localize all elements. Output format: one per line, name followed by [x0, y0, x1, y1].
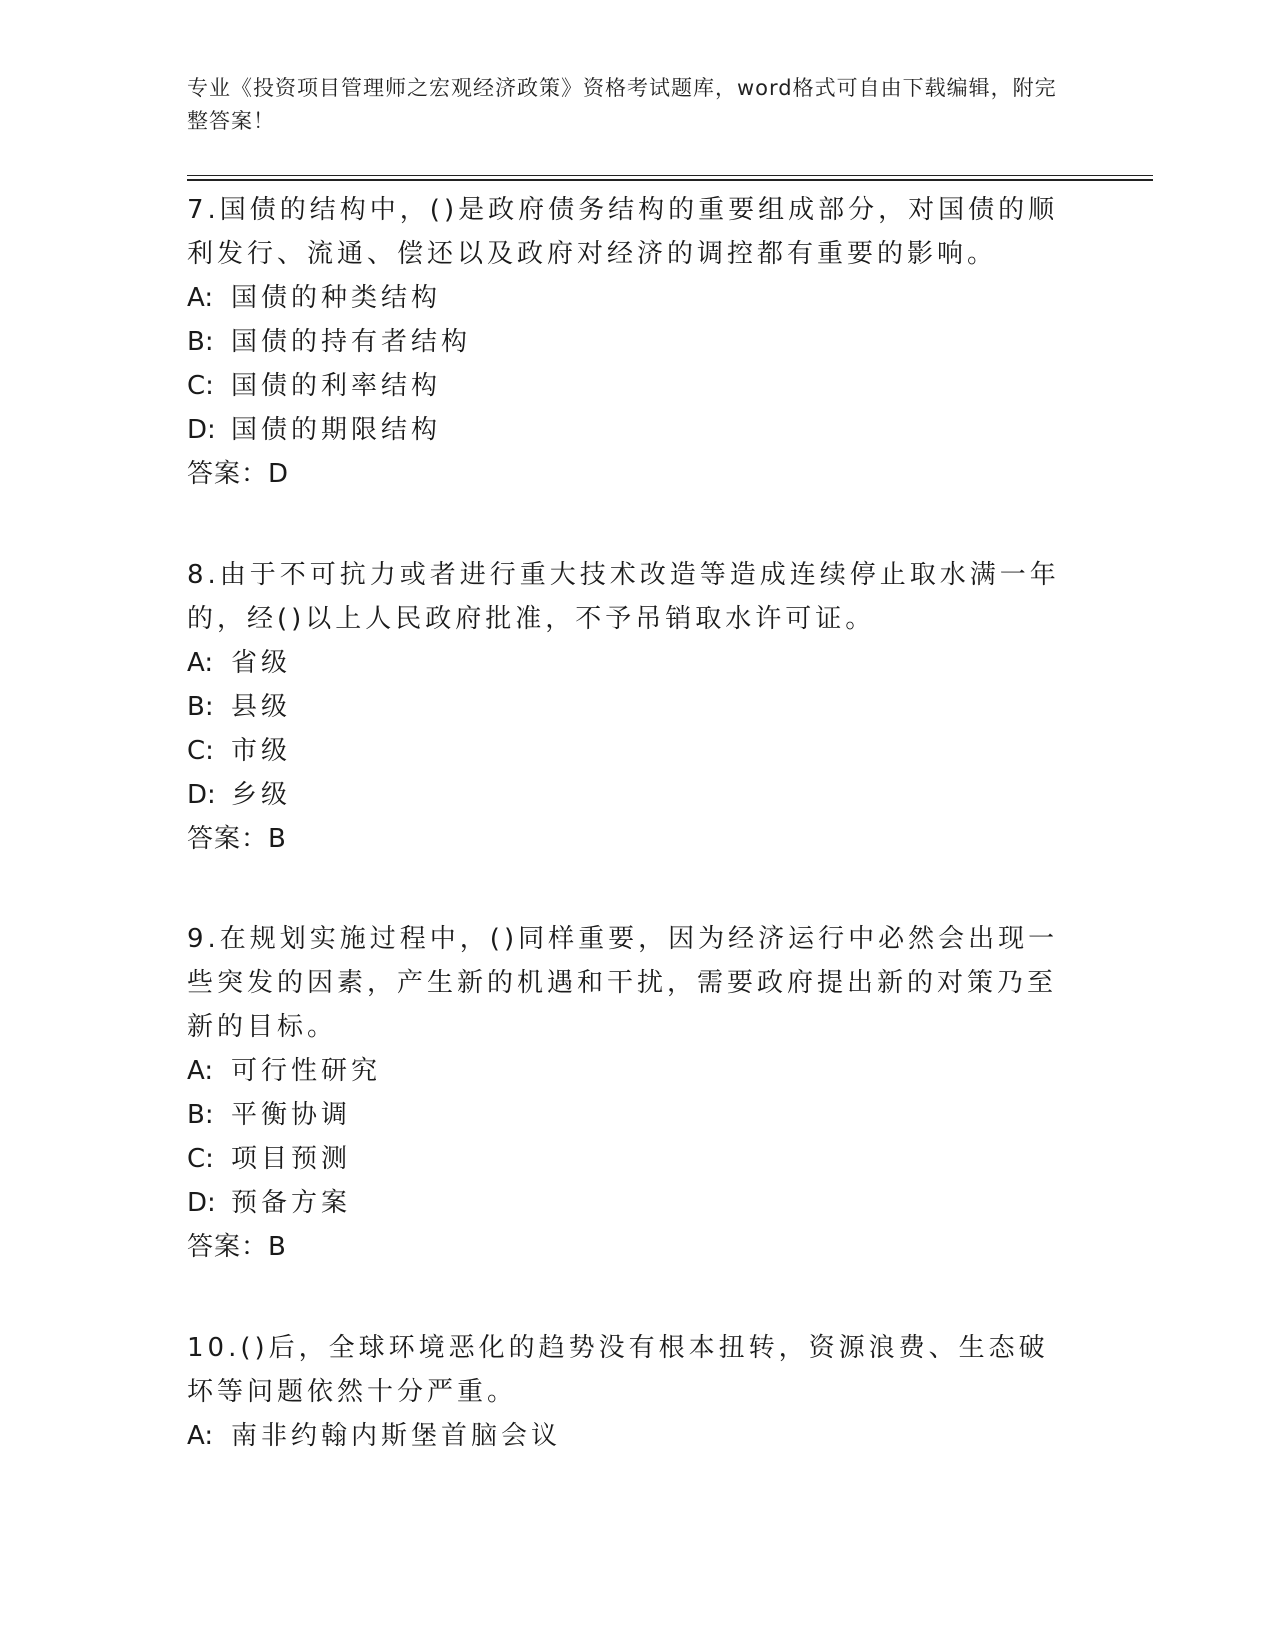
option-b [187, 320, 1067, 364]
option-text: 省级 [231, 648, 292, 678]
header-divider-thick [187, 179, 1153, 181]
option-c [187, 729, 1067, 773]
option-b [187, 685, 1067, 729]
option-key: B: [187, 327, 214, 357]
question-text: 7.国债的结构中，()是政府债务结构的重要组成部分，对国债的顺利发行、流通、偿还以及政府对经济的调控都有重要的影响。 [187, 195, 1059, 269]
option-key: C: [187, 371, 214, 401]
option-a [187, 1049, 1067, 1093]
option-text: 项目预测 [231, 1144, 352, 1174]
option-b [187, 1093, 1067, 1137]
option-key: D: [187, 415, 216, 445]
option-key: A: [187, 648, 214, 678]
option-text: 国债的种类结构 [231, 283, 442, 313]
option-c [187, 1137, 1067, 1181]
option-key: D: [187, 1188, 216, 1218]
option-key: B: [187, 1100, 214, 1130]
question-7 [187, 188, 1067, 496]
option-d [187, 1181, 1067, 1225]
option-a [187, 641, 1067, 685]
answer-line: 答案：B [187, 824, 287, 854]
header-divider-thin [187, 175, 1153, 176]
question-10 [187, 1326, 1067, 1458]
option-key: A: [187, 283, 214, 313]
option-text: 南非约翰内斯堡首脑会议 [231, 1421, 562, 1451]
answer-line: 答案：B [187, 1232, 287, 1262]
option-text: 国债的利率结构 [231, 371, 442, 401]
option-d [187, 773, 1067, 817]
option-text: 国债的期限结构 [231, 415, 442, 445]
option-a [187, 276, 1067, 320]
option-key: D: [187, 780, 216, 810]
option-a [187, 1414, 1067, 1458]
option-text: 市级 [231, 736, 292, 766]
option-d [187, 408, 1067, 452]
answer-line: 答案：D [187, 459, 290, 489]
option-key: A: [187, 1421, 214, 1451]
option-text: 乡级 [231, 780, 292, 810]
option-text: 可行性研究 [231, 1056, 382, 1086]
option-text: 县级 [231, 692, 292, 722]
question-text: 10.()后，全球环境恶化的趋势没有根本扭转，资源浪费、生态破坏等问题依然十分严重。 [187, 1333, 1049, 1407]
question-text: 8.由于不可抗力或者进行重大技术改造等造成连续停止取水满一年的，经()以上人民政府批准，不予吊销取水许可证。 [187, 560, 1060, 634]
option-key: B: [187, 692, 214, 722]
question-9 [187, 917, 1067, 1269]
option-text: 预备方案 [231, 1188, 352, 1218]
option-key: A: [187, 1056, 214, 1086]
question-text: 9.在规划实施过程中，()同样重要，因为经济运行中必然会出现一些突发的因素，产生新的机遇和干扰，需要政府提出新的对策乃至新的目标。 [187, 924, 1059, 1042]
document-header: 专业《投资项目管理师之宏观经济政策》资格考试题库，word格式可自由下载编辑，附完整答案！ [187, 76, 1057, 133]
question-8 [187, 553, 1067, 861]
option-key: C: [187, 1144, 214, 1174]
option-c [187, 364, 1067, 408]
option-text: 平衡协调 [231, 1100, 352, 1130]
option-text: 国债的持有者结构 [231, 327, 472, 357]
option-key: C: [187, 736, 214, 766]
